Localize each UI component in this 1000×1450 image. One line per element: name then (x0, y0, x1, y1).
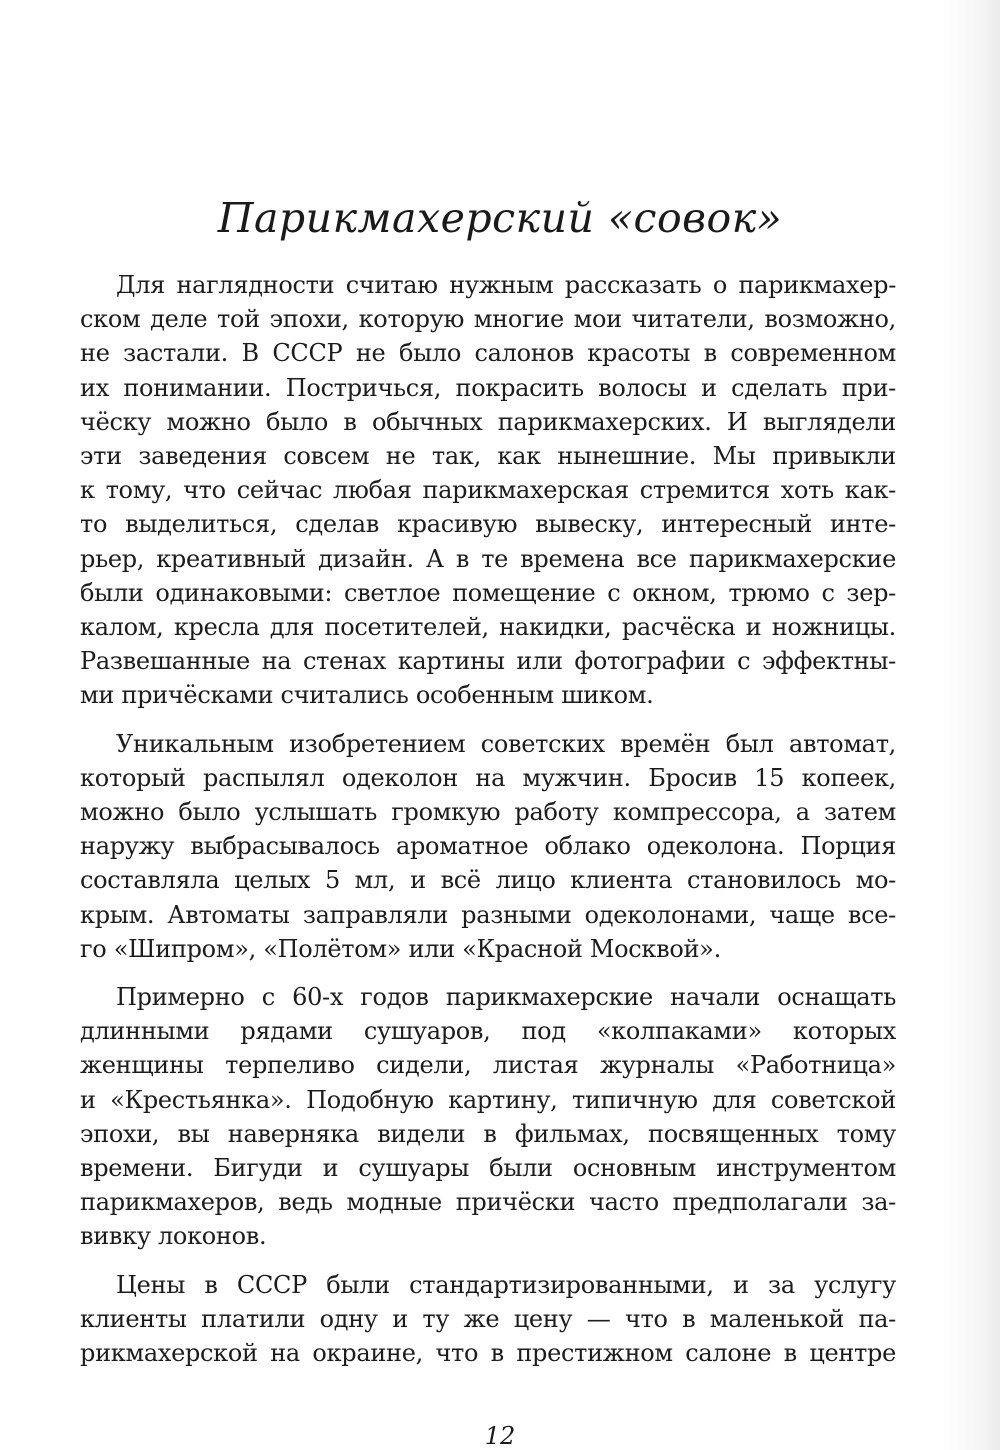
page-number: 12 (484, 1422, 516, 1450)
text-line: длинными рядами сушуаров, под «колпаками» которых (80, 1017, 896, 1046)
text-line: их понимании. Постричься, покрасить волосы и сделать при- (80, 373, 896, 402)
text-line: женщины терпеливо сидели, листая журналы «Работница» (80, 1051, 896, 1080)
paragraph-3 (80, 980, 896, 1254)
text-line: крым. Автоматы заправляли разными одеколонами, чаще все- (80, 900, 896, 929)
text-line: рьер, креативный дизайн. А в те времена все парикмахерские (80, 544, 896, 573)
text-line: рикмахерской на окраине, что в престижном салоне в центре (80, 1339, 896, 1368)
text-line: Развешанные на стенах картины или фотографии с эффектны- (80, 647, 896, 676)
text-line: можно было услышать громкую работу компрессора, а затем (80, 798, 896, 827)
text-line: составляла целых 5 мл, и всё лицо клиента становилось мо- (80, 866, 896, 895)
page-title: Парикмахерский «совок» (217, 194, 783, 242)
text-line: клиенты платили одну и ту же цену — что в маленькой па- (80, 1304, 896, 1333)
text-line: который распылял одеколон на мужчин. Бросив 15 копеек, (80, 763, 896, 792)
text-line: ми причёсками считались особенным шиком. (80, 681, 654, 710)
paragraph-2 (80, 727, 896, 966)
paragraph-1 (80, 268, 896, 713)
text-line: Уникальным изобретением советских времён был автомат, (116, 729, 896, 758)
text-line: Цены в СССР были стандартизированными, и за услугу (116, 1270, 896, 1299)
text-line: Примерно с 60-х годов парикмахерские начали оснащать (116, 983, 896, 1012)
text-line: парикмахеров, ведь модные причёски часто предполагали за- (80, 1188, 896, 1217)
paragraph-4 (80, 1268, 896, 1371)
text-line: к тому, что сейчас любая парикмахерская стремится хоть как- (80, 476, 896, 505)
text-line: и «Крестьянка». Подобную картину, типичную для советской (80, 1085, 896, 1114)
body-text (80, 268, 896, 1384)
text-line: эти заведения совсем не так, как нынешние. Мы привыкли (80, 442, 896, 471)
text-line: чёску можно было в обычных парикмахерских. И выглядели (80, 407, 896, 436)
text-line: наружу выбрасывалось ароматное облако одеколона. Порция (80, 832, 896, 861)
text-line: Для наглядности считаю нужным рассказать о парикмахер- (116, 271, 896, 299)
text-line: не застали. В СССР не было салонов красоты в современном (80, 339, 896, 368)
text-line: ском деле той эпохи, которую многие мои читатели, возможно, (80, 305, 896, 334)
text-line: вивку локонов. (80, 1222, 267, 1251)
text-line: то выделиться, сделав красивую вывеску, интересный инте- (80, 510, 896, 539)
text-line: были одинаковыми: светлое помещение с окном, трюмо с зер- (80, 578, 896, 607)
text-line: эпохи, вы наверняка видели в фильмах, посвященных тому (80, 1119, 896, 1148)
text-line: калом, кресла для посетителей, накидки, расчёска и ножницы. (80, 613, 896, 642)
text-line: го «Шипром», «Полётом» или «Красной Москвой». (80, 934, 721, 963)
text-line: времени. Бигуди и сушуары были основным инструментом (80, 1154, 896, 1183)
